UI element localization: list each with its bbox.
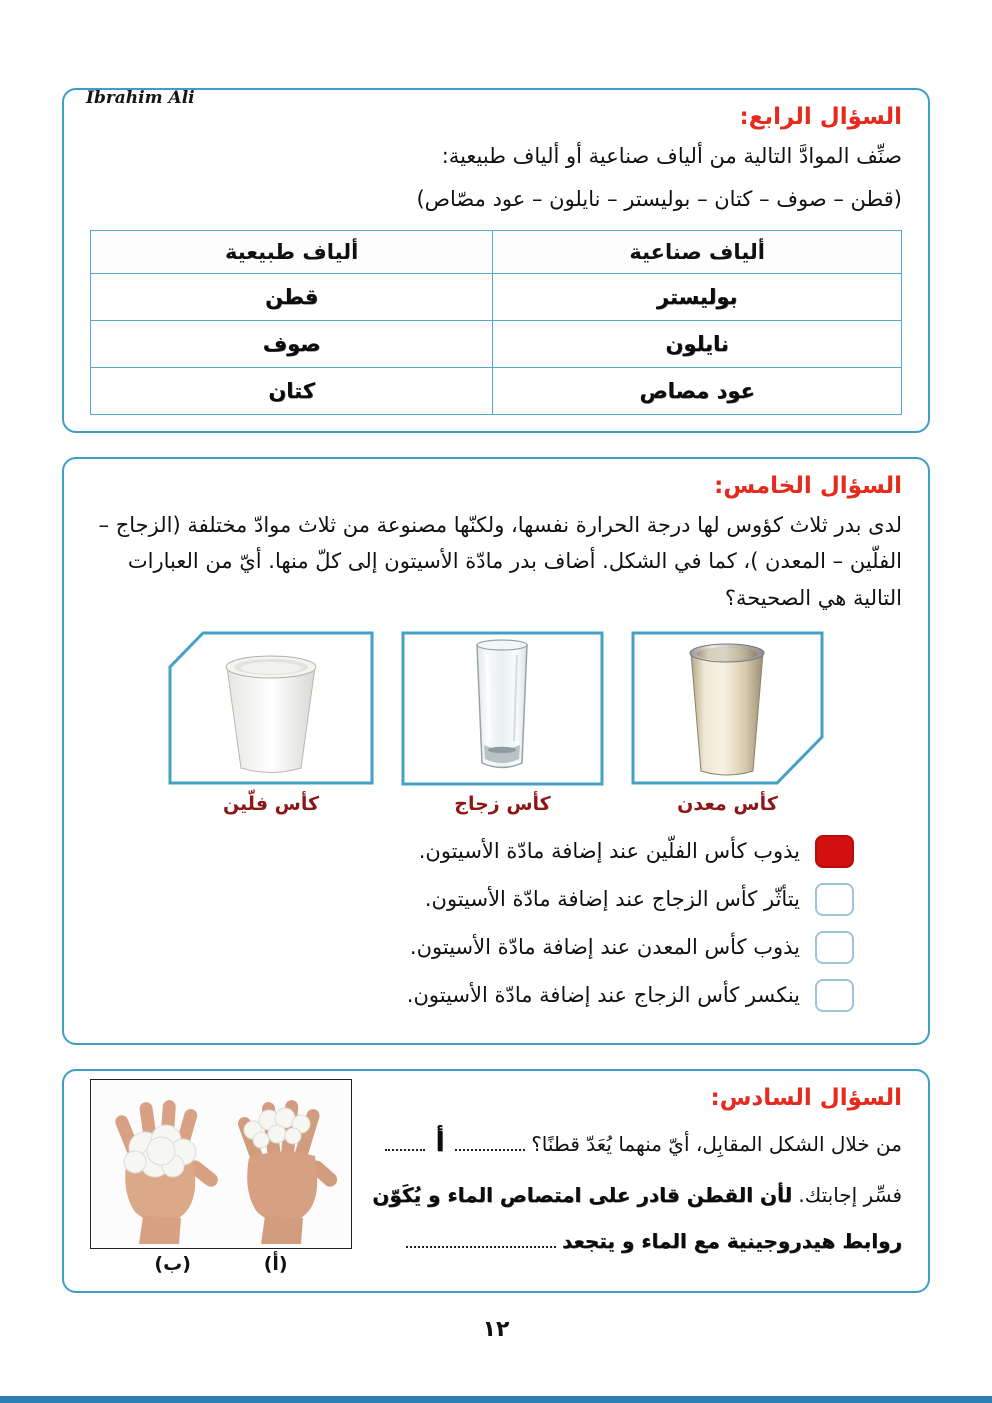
foam-cup-label: كأس فلّين xyxy=(222,792,320,815)
statement-text: يذوب كأس الفلّين عند إضافة مادّة الأسيتون. xyxy=(418,839,800,864)
answer-cell-synthetic: بوليستر xyxy=(493,273,902,320)
bottom-border-strip xyxy=(0,1396,992,1403)
q6-question-line xyxy=(372,1119,902,1168)
q6-explain-line xyxy=(372,1176,902,1214)
statement-row xyxy=(90,835,854,868)
q6-question-text: من خلال الشكل المقابِل، أيّ منهما يُعَدّ قطنًا؟ xyxy=(531,1131,902,1156)
q6-photo-column xyxy=(90,1079,352,1275)
foam-cup-figure xyxy=(167,631,375,815)
hands-with-foam-image xyxy=(93,1080,351,1247)
cups-row xyxy=(120,631,872,815)
answer-cell-synthetic: عود مصاص xyxy=(493,367,902,414)
statement-checkbox[interactable] xyxy=(815,979,854,1012)
q6-title: السؤال السادس: xyxy=(710,1084,902,1111)
question-6-section xyxy=(62,1069,930,1293)
table-header-row xyxy=(91,230,902,273)
table-row xyxy=(91,367,902,414)
metal-cup-label: كأس معدن xyxy=(677,792,778,815)
hand-label-a: (أ) xyxy=(263,1252,288,1275)
dotted-blank xyxy=(455,1137,525,1151)
question-4-section xyxy=(62,88,930,433)
metal-cup-image xyxy=(630,631,825,786)
classification-table xyxy=(90,230,902,415)
q6-explanation-line-2 xyxy=(372,1222,902,1260)
header-synthetic-fibers: ألياف صناعية xyxy=(493,230,902,273)
hand-label-b: (ب) xyxy=(154,1252,191,1275)
q5-body: لدى بدر ثلاث كؤوس لها درجة الحرارة نفسها، ولكنّها مصنوعة من ثلاث موادّ مختلفة (الزجاج – الفلّين – المعدن )، كما في الشكل. أضاف بدر مادّة الأسيتون إلى كلّ منها. أيّ من العبارات التالية هي الصحيحة؟ xyxy=(98,512,902,610)
statement-row xyxy=(90,979,854,1012)
q4-items-line: (قطن – صوف – كتان – بوليستر – نايلون – عود مصّاص) xyxy=(416,186,902,211)
statement-text: يذوب كأس المعدن عند إضافة مادّة الأسيتون. xyxy=(409,935,800,960)
metal-cup-figure xyxy=(630,631,825,815)
q4-instruction: صنِّف الموادَّ التالية من ألياف صناعية أو ألياف طبيعية: xyxy=(441,144,902,168)
q6-explanation-1: لأن القطن قادر على امتصاص الماء و يُكَوّن xyxy=(372,1183,793,1208)
answer-cell-synthetic: نايلون xyxy=(493,320,902,367)
foam-cup-image xyxy=(167,631,375,786)
statements-list xyxy=(90,835,854,1012)
q4-title: السؤال الرابع: xyxy=(739,104,902,130)
header-natural-fibers: ألياف طبيعية xyxy=(91,230,493,273)
glass-cup-image xyxy=(401,631,604,786)
q6-text-column xyxy=(372,1079,902,1268)
dotted-blank xyxy=(406,1234,556,1248)
table-row xyxy=(91,273,902,320)
q6-answer-letter: أ xyxy=(435,1127,445,1158)
answer-cell-natural: صوف xyxy=(91,320,493,367)
statement-checkbox[interactable] xyxy=(815,835,854,868)
q5-title: السؤال الخامس: xyxy=(714,472,902,499)
glass-cup-label: كأس زجاج xyxy=(454,792,551,815)
statement-checkbox[interactable] xyxy=(815,883,854,916)
q6-explanation-2: روابط هيدروجينية مع الماء و يتجعد xyxy=(561,1229,902,1254)
table-row xyxy=(91,320,902,367)
glass-cup-figure xyxy=(401,631,604,815)
statement-row xyxy=(90,931,854,964)
author-name: Ibrahim Ali xyxy=(86,88,195,108)
statement-text: ينكسر كأس الزجاج عند إضافة مادّة الأسيتون. xyxy=(406,983,800,1008)
hand-labels xyxy=(90,1253,352,1275)
dotted-blank xyxy=(385,1137,425,1151)
statement-row xyxy=(90,883,854,916)
answer-cell-natural: قطن xyxy=(91,273,493,320)
question-5-section xyxy=(62,457,930,1045)
statement-text: يتأثّر كأس الزجاج عند إضافة مادّة الأسيتون. xyxy=(424,887,800,912)
answer-cell-natural: كتان xyxy=(91,367,493,414)
page-number: ١٢ xyxy=(482,1316,510,1342)
q6-explain-label: فسِّر إجابتك. xyxy=(798,1183,902,1208)
statement-checkbox[interactable] xyxy=(815,931,854,964)
hands-photo xyxy=(90,1079,352,1249)
